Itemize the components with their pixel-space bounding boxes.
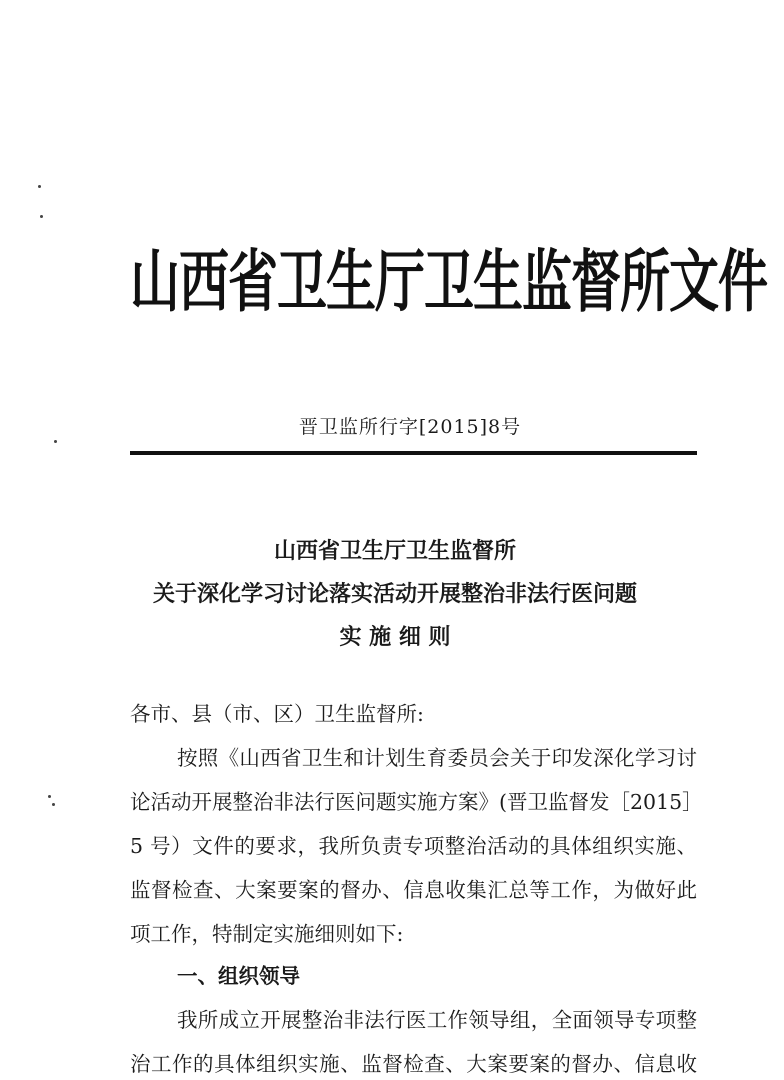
scan-speck: [48, 795, 51, 798]
scan-speck: [52, 803, 55, 806]
title-line-3: 实 施 细 则: [339, 624, 451, 650]
section-heading: 一、组织领导: [177, 964, 300, 988]
paragraph-line: 监督检查、大案要案的督办、信息收集汇总等工作，为做好此: [130, 878, 697, 902]
paragraph-line: 我所成立开展整治非法行医工作领导组，全面领导专项整: [177, 1008, 697, 1032]
document-masthead: 山西省卫生厅卫生监督所文件: [130, 241, 767, 322]
paragraph-line: 论活动开展整治非法行医问题实施方案》(晋卫监督发［2015］: [130, 790, 703, 814]
title-line-2: 关于深化学习讨论落实活动开展整治非法行医问题: [152, 581, 637, 607]
header-divider: [130, 451, 697, 455]
paragraph-line: 5 号）文件的要求，我所负责专项整治活动的具体组织实施、: [130, 834, 697, 858]
title-line-1: 山西省卫生厅卫生监督所: [273, 538, 516, 564]
paragraph-line: 按照《山西省卫生和计划生育委员会关于印发深化学习讨: [177, 746, 697, 770]
scan-speck: [38, 185, 41, 188]
paragraph-line: 治工作的具体组织实施、监督检查、大案要案的督办、信息收: [130, 1052, 697, 1076]
scan-speck: [54, 440, 57, 443]
salutation: 各市、县（市、区）卫生监督所:: [130, 702, 424, 726]
document-number: 晋卫监所行字[2015]8号: [298, 416, 522, 438]
scan-speck: [40, 215, 43, 218]
paragraph-line: 项工作，特制定实施细则如下:: [130, 922, 404, 946]
